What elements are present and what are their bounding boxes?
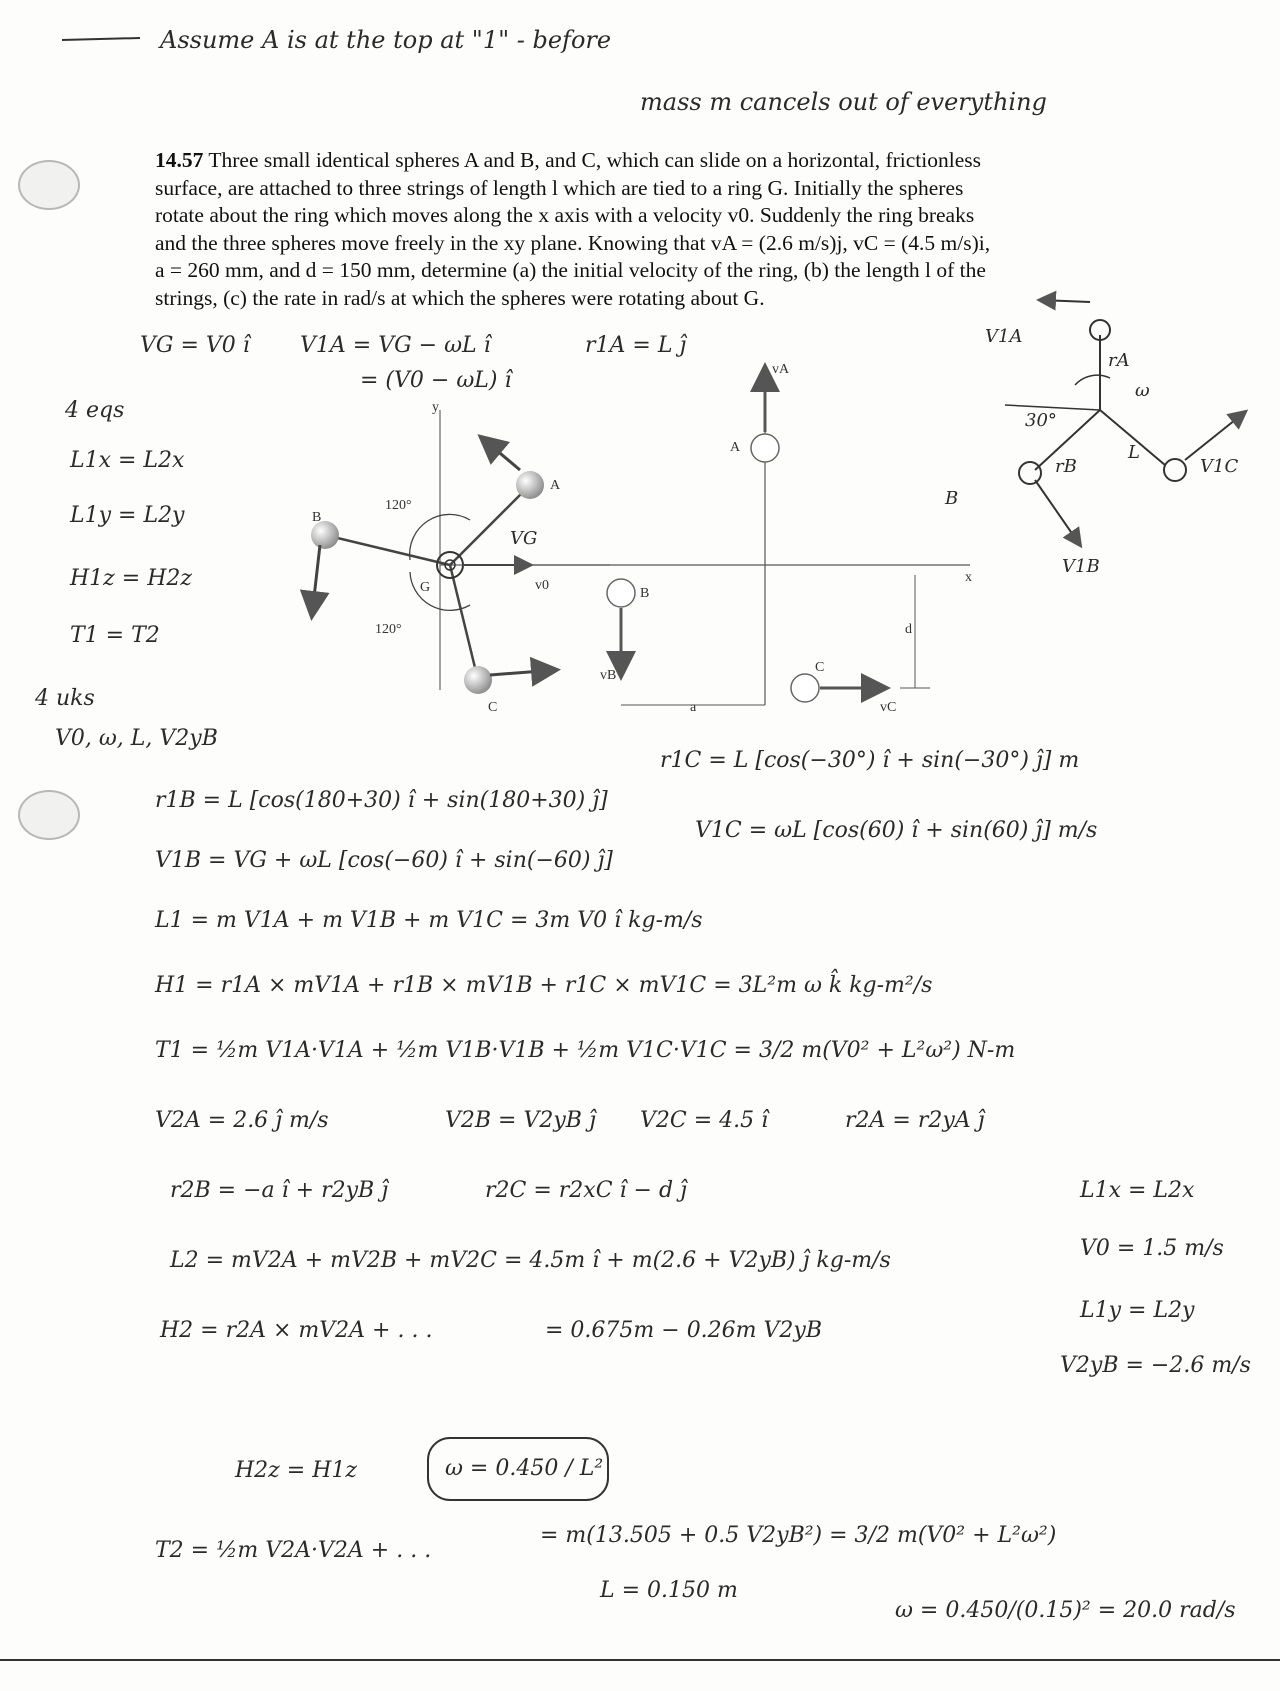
- sol-v2c: V2C = 4.5 î: [640, 1108, 769, 1133]
- problem-line-4: and the three spheres move freely in the xy plane. Knowing that vA = (2.6 m/s)j, vC = (4.5 m/s)i,: [155, 230, 991, 255]
- right-l1x: L1x = L2x: [1080, 1178, 1195, 1203]
- sphere-c-final: [791, 674, 819, 702]
- label-va: vA: [772, 362, 790, 377]
- problem-line-3: rotate about the ring which moves along the x axis with a velocity v0. Suddenly the ring breaks: [155, 203, 975, 227]
- problem-line-6: strings, (c) the rate in rad/s at which the spheres were rotating about G.: [155, 285, 765, 310]
- label-a: a: [690, 700, 697, 715]
- label-angle-top: 120°: [385, 498, 412, 513]
- problem-line-1: Three small identical spheres A and B, and C, which can slide on a horizontal, frictionless: [208, 148, 981, 172]
- label-y-left: y: [432, 400, 439, 415]
- sol-l2: L2 = mV2A + mV2B + mV2C = 4.5m î + m(2.6 + V2yB) ĵ kg-m/s: [170, 1248, 891, 1273]
- right-v0: V0 = 1.5 m/s: [1080, 1236, 1224, 1261]
- eq-l1x: L1x = L2x: [70, 448, 185, 473]
- sketch-omega: ω: [1135, 380, 1150, 401]
- sol-h1: H1 = r1A × mV1A + r1B × mV1B + r1C × mV1C = 3L²m ω k̂ kg-m²/s: [155, 973, 933, 998]
- sol-r2b: r2B = −a î + r2yB ĵ: [170, 1178, 389, 1203]
- sketch-label-b: B: [945, 488, 959, 509]
- label-sphere-a-left: A: [550, 478, 561, 493]
- right-v2yb: V2yB = −2.6 m/s: [1060, 1353, 1251, 1378]
- note-ra1: r1A = L ĵ: [585, 333, 687, 358]
- sketch-ra: rA: [1108, 350, 1130, 371]
- problem-number: 14.57: [155, 148, 204, 172]
- sol-omega-result: ω = 0.450/(0.15)² = 20.0 rad/s: [895, 1598, 1236, 1623]
- sphere-a-final: [751, 434, 779, 462]
- unk-list: V0, ω, L, V2yB: [55, 726, 218, 751]
- sol-h2-value: = 0.675m − 0.26m V2yB: [545, 1318, 823, 1343]
- problem-line-5: a = 260 mm, and d = 150 mm, determine (a) the initial velocity of the ring, (b) the length l of the: [155, 258, 986, 282]
- label-sphere-c-right: C: [815, 660, 825, 675]
- sketch-angle-30: 30°: [1025, 410, 1057, 431]
- sketch-va1: V1A: [985, 326, 1023, 347]
- label-sphere-b-right: B: [640, 586, 650, 601]
- note-va1: V1A = VG − ωL î: [300, 333, 491, 358]
- sol-l1: L1 = m V1A + m V1B + m V1C = 3m V0 î kg-m/s: [155, 908, 703, 933]
- sphere-a-initial: [516, 471, 544, 499]
- note-va1-expanded: = (V0 − ωL) î: [360, 368, 512, 393]
- problem-line-2: surface, are attached to three strings of length l which are tied to a ring G. Initially the spheres: [155, 175, 964, 200]
- sketch-rb: rB: [1055, 456, 1077, 477]
- sol-v1c: V1C = ωL [cos(60) î + sin(60) ĵ] m/s: [695, 818, 1098, 843]
- sol-h2: H2 = r2A × mV2A + . . .: [160, 1318, 433, 1343]
- label-sphere-b-left: B: [312, 510, 322, 525]
- sol-v1b: V1B = VG + ωL [cos(−60) î + sin(−60) ĵ]: [155, 848, 613, 873]
- sketch-vc1: V1C: [1200, 456, 1239, 477]
- sketch-L: L: [1128, 442, 1140, 463]
- label-vc: vC: [880, 700, 897, 715]
- header-note-line2: mass m cancels out of everything: [640, 88, 1047, 116]
- note-vg: VG = V0 î: [140, 333, 250, 358]
- sol-h2z-eq: H2z = H1z: [235, 1458, 357, 1483]
- sol-v2b: V2B = V2yB ĵ: [445, 1108, 596, 1133]
- label-sphere-c-left: C: [488, 700, 498, 715]
- sol-r1b: r1B = L [cos(180+30) î + sin(180+30) ĵ]: [155, 788, 608, 813]
- sol-v2a: V2A = 2.6 ĵ m/s: [155, 1108, 329, 1133]
- label-v0: v0: [535, 578, 549, 593]
- header-note-line1: Assume A is at the top at "1" - before: [160, 26, 612, 54]
- sol-omega-boxed: ω = 0.450 / L²: [445, 1456, 604, 1481]
- label-vb: vB: [600, 668, 617, 683]
- sol-r2c: r2C = r2xC î − d ĵ: [485, 1178, 687, 1203]
- unk-title: 4 uks: [35, 686, 95, 711]
- label-x: x: [965, 570, 972, 585]
- label-angle-bottom: 120°: [375, 622, 402, 637]
- sphere-b-final: [607, 579, 635, 607]
- eq-l1y: L1y = L2y: [70, 503, 185, 528]
- sol-t2: T2 = ½m V2A·V2A + . . .: [155, 1538, 432, 1563]
- eq-t1: T1 = T2: [70, 623, 160, 648]
- sketch-vb1: V1B: [1062, 556, 1100, 577]
- sol-t1: T1 = ½m V1A·V1A + ½m V1B·V1B + ½m V1C·V1C = 3/2 m(V0² + L²ω²) N-m: [155, 1038, 1016, 1063]
- right-l1y: L1y = L2y: [1080, 1298, 1195, 1323]
- label-sphere-a-right: A: [730, 440, 741, 455]
- sol-r1c: r1C = L [cos(−30°) î + sin(−30°) ĵ] m: [660, 748, 1080, 773]
- sol-t2-value: = m(13.505 + 0.5 V2yB²) = 3/2 m(V0² + L²ω²): [540, 1523, 1057, 1548]
- label-ring-g: G: [420, 580, 431, 595]
- eq-h1z: H1z = H2z: [70, 566, 192, 591]
- note-vg-figure: VG: [510, 528, 538, 549]
- sol-l-result: L = 0.150 m: [600, 1578, 738, 1603]
- label-d: d: [905, 622, 912, 637]
- sol-r2a: r2A = r2yA ĵ: [845, 1108, 985, 1133]
- eqs-title: 4 eqs: [65, 398, 125, 423]
- sphere-c-initial: [464, 666, 492, 694]
